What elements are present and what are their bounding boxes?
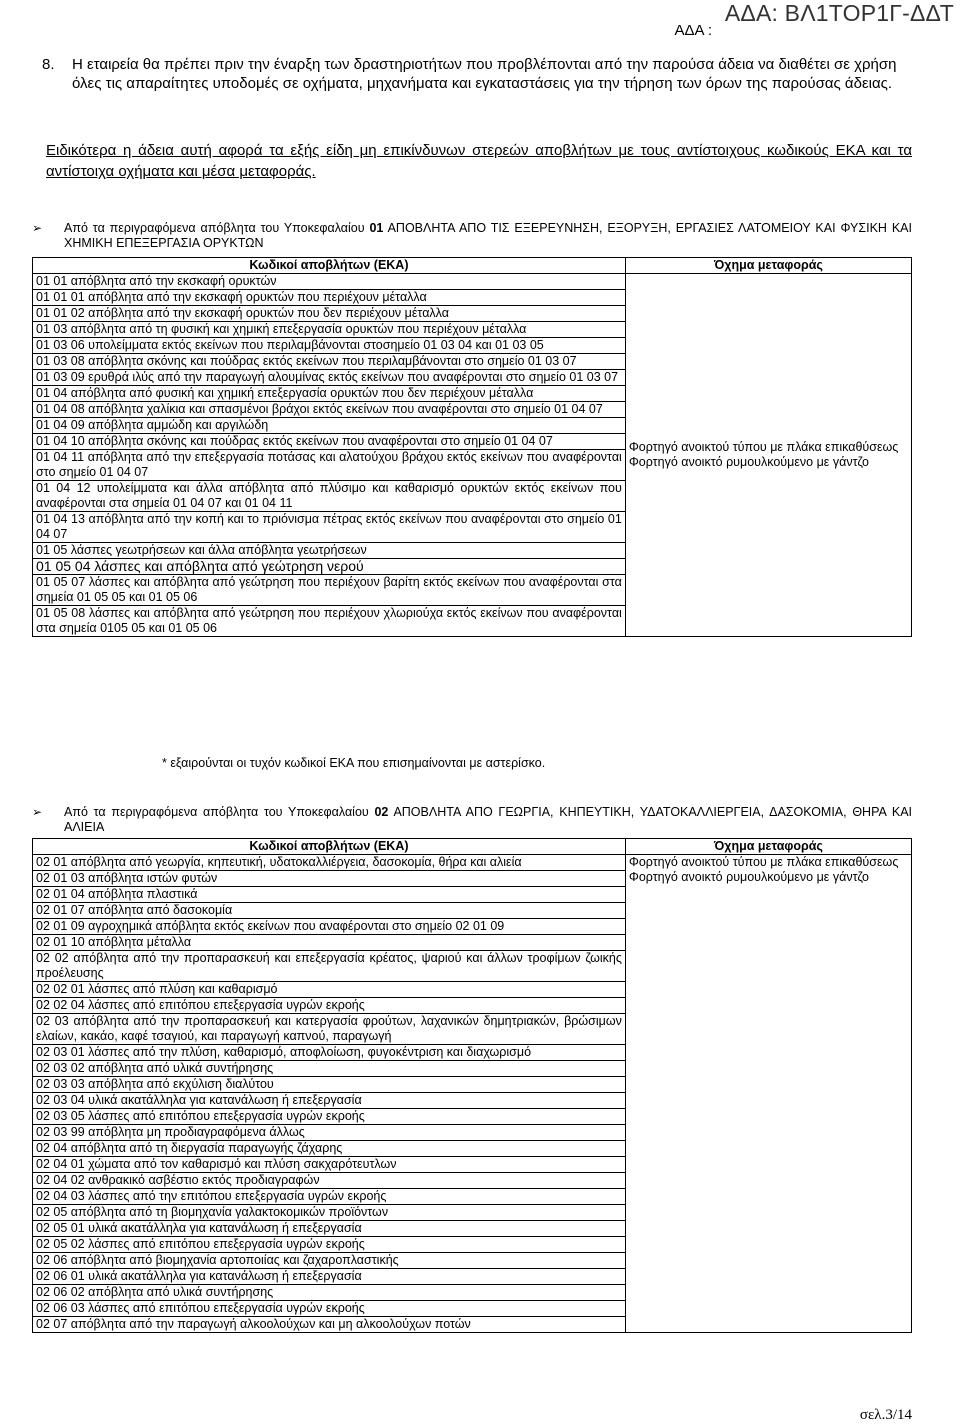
waste-code-cell: 02 03 04 υλικά ακατάλληλα για κατανάλωση ή επεξεργασία — [33, 1093, 626, 1109]
waste-code-cell: 01 04 12 υπολείμματα και άλλα απόβλητα από πλύσιμο και καθαρισμό ορυκτών εκτός εκείνων που αναφέρονται στα σημεία 01 04 07 και 01 04 11 — [33, 481, 626, 512]
column-header-vehicle: Όχημα μεταφοράς — [625, 258, 911, 274]
ada-header: ΑΔΑ: ΒΛ1ΤΟΡ1Γ-ΔΔΤ — [724, 0, 954, 26]
page-number: σελ.3/14 — [859, 1407, 912, 1423]
waste-code-cell: 01 03 09 ερυθρά ιλύς από την παραγωγή αλουμίνας εκτός εκείνων που αναφέρονται στο σημείο 01 03 07 — [33, 370, 626, 386]
waste-code-cell: 02 07 απόβλητα από την παραγωγή αλκοολούχων και μη αλκοολούχων ποτών — [33, 1317, 626, 1333]
waste-code-cell: 02 01 09 αγροχημικά απόβλητα εκτός εκείνων που αναφέρονται στο σημείο 02 01 09 — [33, 919, 626, 935]
paragraph-number: 8. — [42, 56, 55, 73]
waste-code-cell: 01 05 λάσπες γεωτρήσεων και άλλα απόβλητα γεωτρήσεων — [33, 543, 626, 559]
waste-code-cell: 01 01 02 απόβλητα από την εκσκαφή ορυκτών που δεν περιέχουν μέταλλα — [33, 306, 626, 322]
column-header-codes: Κωδικοί αποβλήτων (ΕΚΑ) — [33, 839, 626, 855]
section-2-intro — [32, 805, 912, 835]
waste-code-cell: 02 06 01 υλικά ακατάλληλα για κατανάλωση ή επεξεργασία — [33, 1269, 626, 1285]
waste-code-cell: 01 04 09 απόβλητα αμμώδη και αργιλώδη — [33, 418, 626, 434]
paragraph-8-text: Η εταιρεία θα πρέπει πριν την έναρξη των δραστηριοτήτων που προβλέπονται από την παρούσα άδεια να διαθέτει σε χρήση όλες τις απαραίτητες υποδομές σε οχήματα, μηχανήματα και εγκαταστάσεις για την τήρηση των όρων της παρούσας άδειας. — [72, 56, 897, 92]
ada-label: ΑΔΑ : — [674, 22, 712, 39]
waste-code-cell: 01 05 04 λάσπες και απόβλητα από γεώτρηση νερού — [33, 559, 626, 575]
waste-code-cell: 01 04 απόβλητα από φυσική και χημική επεξεργασία ορυκτών που δεν περιέχουν μέταλλα — [33, 386, 626, 402]
waste-code-cell: 01 03 08 απόβλητα σκόνης και πούδρας εκτός εκείνων που περιλαμβάνονται στο σημείο 01 03 07 — [33, 354, 626, 370]
waste-code-cell: 02 04 02 ανθρακικό ασβέστιο εκτός προδιαγραφών — [33, 1173, 626, 1189]
waste-code-cell: 02 02 04 λάσπες από επιτόπου επεξεργασία υγρών εκροής — [33, 998, 626, 1014]
waste-code-cell: 02 03 03 απόβλητα από εκχύλιση διαλύτου — [33, 1077, 626, 1093]
waste-code-cell: 02 01 03 απόβλητα ιστών φυτών — [33, 871, 626, 887]
vehicle-cell — [625, 855, 911, 1333]
waste-code-cell: 02 04 απόβλητα από τη διεργασία παραγωγής ζάχαρης — [33, 1141, 626, 1157]
vehicle-type-2: Φορτηγό ανοικτό ρυμουλκούμενο με γάντζο — [628, 455, 869, 469]
waste-code-cell: 01 04 08 απόβλητα χαλίκια και σπασμένοι βράχοι εκτός εκείνων που αναφέρονται στο σημείο 01 04 07 — [33, 402, 626, 418]
section-1-table — [32, 257, 912, 637]
waste-code-cell: 02 03 05 λάσπες από επιτόπου επεξεργασία υγρών εκροής — [33, 1109, 626, 1125]
waste-code-cell: 02 04 01 χώματα από τον καθαρισμό και πλύση σακχαρότευτλων — [33, 1157, 626, 1173]
table-row — [33, 274, 912, 290]
waste-code-cell: 02 03 01 λάσπες από την πλύση, καθαρισμό, αποφλοίωση, φυγοκέντριση και διαχωρισμό — [33, 1045, 626, 1061]
waste-code-cell: 01 03 06 υπολείμματα εκτός εκείνων που περιλαμβάνονται στοσημείο 01 03 04 και 01 03 05 — [33, 338, 626, 354]
waste-code-cell: 02 03 02 απόβλητα από υλικά συντήρησης — [33, 1061, 626, 1077]
waste-code-cell: 02 02 01 λάσπες από πλύση και καθαρισμό — [33, 982, 626, 998]
vehicle-type-1: Φορτηγό ανοικτού τύπου με πλάκα επικαθύσεως — [628, 855, 899, 869]
waste-code-cell: 02 05 02 λάσπες από επιτόπου επεξεργασία υγρών εκροής — [33, 1237, 626, 1253]
waste-code-cell: 02 01 απόβλητα από γεωργία, κηπευτική, υδατοκαλλιέργεια, δασοκομία, θήρα και αλιεία — [33, 855, 626, 871]
column-header-vehicle: Όχημα μεταφοράς — [625, 839, 911, 855]
waste-code-cell: 02 02 απόβλητα από την προπαρασκευή και επεξεργασία κρέατος, ψαριού και άλλων τροφίμων ζωικής προέλευσης — [33, 951, 626, 982]
waste-code-cell: 02 03 απόβλητα από την προπαρασκευή και κατεργασία φρούτων, λαχανικών δημητριακών, βρώσιμων ελαίων, κακάο, καφέ τσαγιού, και παραγωγή καπνού, παραγωγή — [33, 1014, 626, 1045]
section-2-intro-text: Από τα περιγραφόμενα απόβλητα του Υποκεφαλαίου 02 ΑΠΟΒΛΗΤΑ ΑΠΟ ΓΕΩΡΓΙΑ, ΚΗΠΕΥΤΙΚΗ, ΥΔΑΤΟΚΑΛΛΙΕΡΓΕΙΑ, ΔΑΣΟΚΟΜΙΑ, ΘΗΡΑ ΚΑΙ ΑΛΙΕΙΑ — [64, 805, 913, 834]
waste-code-cell: 01 03 απόβλητα από τη φυσική και χημική επεξεργασία ορυκτών που περιέχουν μέταλλα — [33, 322, 626, 338]
table-row — [33, 855, 912, 871]
vehicle-type-1: Φορτηγό ανοικτού τύπου με πλάκα επικαθύσεως — [628, 440, 899, 454]
waste-code-cell: 01 01 απόβλητα από την εκσκαφή ορυκτών — [33, 274, 626, 290]
footnote: * εξαιρούνται οι τυχόν κωδικοί ΕΚΑ που επισημαίνονται με αστερίσκο. — [162, 756, 546, 770]
waste-code-cell: 02 04 03 λάσπες από την επιτόπου επεξεργασία υγρών εκροής — [33, 1189, 626, 1205]
waste-code-cell: 02 05 01 υλικά ακατάλληλα για κατανάλωση ή επεξεργασία — [33, 1221, 626, 1237]
vehicle-type-2: Φορτηγό ανοικτό ρυμουλκούμενο με γάντζο — [628, 870, 869, 884]
arrow-bullet-icon: ➢ — [32, 221, 43, 235]
section-1-intro-text: Από τα περιγραφόμενα απόβλητα του Υποκεφαλαίου 01 ΑΠΟΒΛΗΤΑ ΑΠΟ ΤΙΣ ΕΞΕΡΕΥΝΗΣΗ, ΕΞΟΡΥΞΗ, ΕΡΓΑΣΙΕΣ ΛΑΤΟΜΕΙΟΥ ΚΑΙ ΦΥΣΙΚΗ ΚΑΙ ΧΗΜΙΚΗ ΕΠΕΞΕΡΓΑΣΙΑ ΟΡΥΚΤΩΝ — [64, 221, 912, 250]
waste-code-cell: 01 01 01 απόβλητα από την εκσκαφή ορυκτών που περιέχουν μέταλλα — [33, 290, 626, 306]
waste-code-cell: 02 03 99 απόβλητα μη προδιαγραφόμενα άλλως — [33, 1125, 626, 1141]
waste-code-cell: 01 04 10 απόβλητα σκόνης και πούδρας εκτός εκείνων που αναφέρονται στο σημείο 01 04 07 — [33, 434, 626, 450]
waste-code-cell: 02 06 02 απόβλητα από υλικά συντήρησης — [33, 1285, 626, 1301]
waste-code-cell: 02 01 04 απόβλητα πλαστικά — [33, 887, 626, 903]
section-1-intro — [32, 221, 912, 251]
waste-code-cell: 02 05 απόβλητα από τη βιομηχανία γαλακτοκομικών προϊόντων — [33, 1205, 626, 1221]
waste-code-cell: 01 05 07 λάσπες και απόβλητα από γεώτρηση που περιέχουν βαρίτη εκτός εκείνων που αναφέρονται στα σημεία 01 05 05 και 01 05 06 — [33, 575, 626, 606]
paragraph-specific: Ειδικότερα η άδεια αυτή αφορά τα εξής είδη μη επικίνδυνων στερεών αποβλήτων με τους αντίστοιχους κωδικούς ΕΚΑ και τα αντίστοιχα οχήματα και μέσα μεταφοράς. — [46, 142, 912, 180]
waste-code-cell: 02 06 03 λάσπες από επιτόπου επεξεργασία υγρών εκροής — [33, 1301, 626, 1317]
column-header-codes: Κωδικοί αποβλήτων (ΕΚΑ) — [33, 258, 626, 274]
arrow-bullet-icon: ➢ — [32, 805, 43, 819]
paragraph-8 — [42, 55, 912, 93]
waste-code-cell: 01 05 08 λάσπες και απόβλητα από γεώτρηση που περιέχουν χλωριούχα εκτός εκείνων που αναφέρονται στα σημεία 0105 05 και 01 05 06 — [33, 606, 626, 637]
section-2-table — [32, 838, 912, 1333]
waste-code-cell: 02 01 07 απόβλητα από δασοκομία — [33, 903, 626, 919]
waste-code-cell: 01 04 13 απόβλητα από την κοπή και το πριόνισμα πέτρας εκτός εκείνων που αναφέρονται στο σημείο 01 04 07 — [33, 512, 626, 543]
vehicle-cell — [625, 274, 911, 637]
waste-code-cell: 02 06 απόβλητα από βιομηχανία αρτοποιίας και ζαχαροπλαστικής — [33, 1253, 626, 1269]
waste-code-cell: 01 04 11 απόβλητα από την επεξεργασία ποτάσας και αλατούχου βράχου εκτός εκείνων που αναφέρονται στο σημείο 01 04 07 — [33, 450, 626, 481]
waste-code-cell: 02 01 10 απόβλητα μέταλλα — [33, 935, 626, 951]
